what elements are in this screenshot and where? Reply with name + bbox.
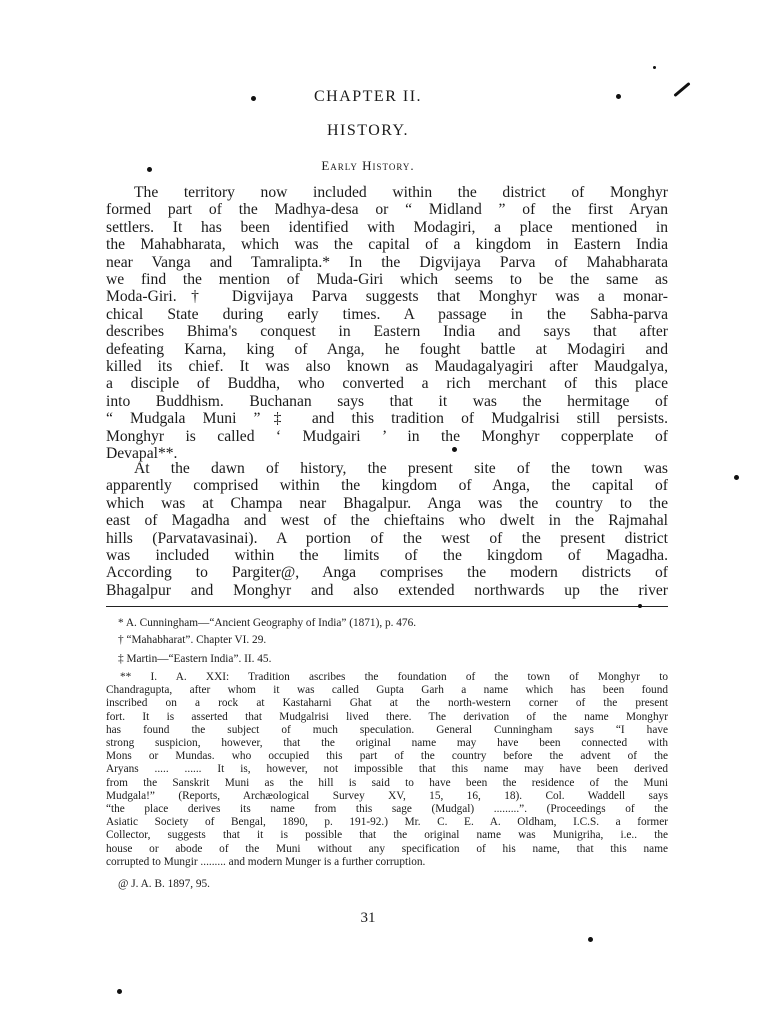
scan-speck: [147, 167, 152, 172]
footnote-line: Chandragupta, after whom it was called Gupta Garh a name which has been found: [106, 684, 668, 697]
paragraph-anga: [106, 460, 668, 599]
footnote-line: Collector, suggests that it is possible that the original name was Munigriha, i.e.. the: [106, 829, 668, 842]
text-line: which was at Champa near Bhagalpur. Anga was the country to the: [106, 494, 668, 512]
footnote-line: from the Sanskrit Muni as the hill is said to have been the residence of the Muni: [106, 776, 668, 789]
page-number: 31: [360, 910, 376, 926]
text-line: hills (Parvatavasinai). A portion of the west of the present district: [106, 529, 668, 547]
scan-speck: [653, 66, 656, 69]
text-line: Monghyr is called ‘ Mudgairi ’ in the Monghyr copperplate of: [106, 427, 668, 445]
text-line: a disciple of Buddha, who converted a rich merchant of this place: [106, 375, 668, 393]
scan-speck: [734, 475, 739, 480]
text-line: describes Bhima's conquest in Eastern India and says that after: [106, 323, 668, 341]
text-line: settlers. It has been identified with Modagiri, a place mentioned in: [106, 218, 668, 236]
footnote-line: Asiatic Society of Bengal, 1890, p. 191-92.) Mr. C. E. A. Oldham, I.C.S. a former: [106, 816, 668, 829]
scan-speck: [616, 94, 621, 99]
footnote-line: has found the subject of much speculation. General Cunningham says “I have: [106, 723, 668, 736]
scan-speck: [251, 96, 256, 101]
footnote-line: † “Mahabharat”. Chapter VI. 29.: [118, 634, 267, 646]
text-line: formed part of the Madhya-desa or “ Midland ” of the first Aryan: [106, 201, 668, 219]
text-line: The territory now included within the district of Monghyr: [134, 184, 668, 201]
text-line: Moda-Giri.† Digvijaya Parva suggests that Monghyr was a monar-: [106, 288, 668, 306]
footnote-line: inscribed on a rock at Kastaharni Ghat at the north-western corner of the present: [106, 697, 668, 710]
footnote-5: [118, 878, 680, 891]
footnote-line: fort. It is asserted that Mudgalrisi lived there. The derivation of the name Monghyr: [106, 710, 668, 723]
scan-speck: [588, 937, 593, 942]
text-line: defeating Karna, king of Anga, he fought battle at Modagiri and: [106, 340, 668, 358]
scan-speck: [452, 447, 457, 452]
text-line: chical State during early times. A passage in the Sabha-parva: [106, 305, 668, 323]
chapter-heading: CHAPTER II.: [313, 88, 423, 105]
footnote-line: “the place derives its name from this sage (Mudgal) .........”. (Proceedings of the: [106, 803, 668, 816]
text-line: we find the mention of Muda-Giri which seems to be the same as: [106, 271, 668, 289]
footnote-3: [118, 653, 680, 666]
text-line: “ Mudgala Muni ”‡ and this tradition of Mudgalrisi still persists.: [106, 410, 668, 428]
chapter-title: HISTORY.: [326, 122, 410, 139]
footnote-4: [106, 671, 668, 869]
text-line: According to Pargiter@, Anga comprises the modern districts of: [106, 564, 668, 582]
footnote-line: corrupted to Mungir ......... and modern Munger is a further corruption.: [106, 855, 426, 868]
footnote-line: house or abode of the Muni without any specification of his name, that this name: [106, 842, 668, 855]
text-line: Devapal**.: [106, 445, 178, 463]
text-line: killed its chief. It was also known as Maudagalyagiri after Maudgalya,: [106, 358, 668, 376]
text-line: At the dawn of history, the present site of the town was: [134, 460, 668, 477]
footnote-line: ** I. A. XXI: Tradition ascribes the foundation of the town of Monghyr to: [120, 671, 668, 683]
paragraph-early-history: [106, 184, 668, 463]
footnote-line: @ J. A. B. 1897, 95.: [118, 878, 211, 890]
footnote-2: [118, 634, 680, 647]
section-heading: Early History.: [321, 158, 415, 173]
footnote-line: ‡ Martin—“Eastern India”. II. 45.: [118, 653, 272, 665]
footnote-line: * A. Cunningham—“Ancient Geography of India” (1871), p. 476.: [118, 617, 417, 629]
scan-speck: [117, 989, 122, 994]
footnote-divider: [106, 606, 668, 607]
text-line: was included within the limits of the kingdom of Magadha.: [106, 547, 668, 565]
footnote-line: Mudgala!” (Reports, Archæological Survey XV, 15, 16, 18). Col. Waddell says: [106, 789, 668, 802]
footnote-line: Mons or Mundas. who occupied this part of the country before the advent of the: [106, 750, 668, 763]
footnote-line: strong suspicion, however, that the original name may have been connected with: [106, 737, 668, 750]
text-line: into Buddhism. Buchanan says that it was the hermitage of: [106, 392, 668, 410]
text-line: apparently comprised within the kingdom of Anga, the capital of: [106, 477, 668, 495]
scan-speck: [638, 604, 642, 608]
footnote-line: Aryans ..... ...... It is, however, not impossible that this name may have been derived: [106, 763, 668, 776]
text-line: east of Magadha and west of the chieftains who dwelt in the Rajmahal: [106, 512, 668, 530]
text-line: Bhagalpur and Monghyr and also extended northwards up the river: [106, 581, 668, 599]
text-line: the Mahabharata, which was the capital of a kingdom in Eastern India: [106, 236, 668, 254]
text-line: near Vanga and Tamralipta.* In the Digvijaya Parva of Mahabharata: [106, 253, 668, 271]
footnote-1: [118, 617, 680, 630]
